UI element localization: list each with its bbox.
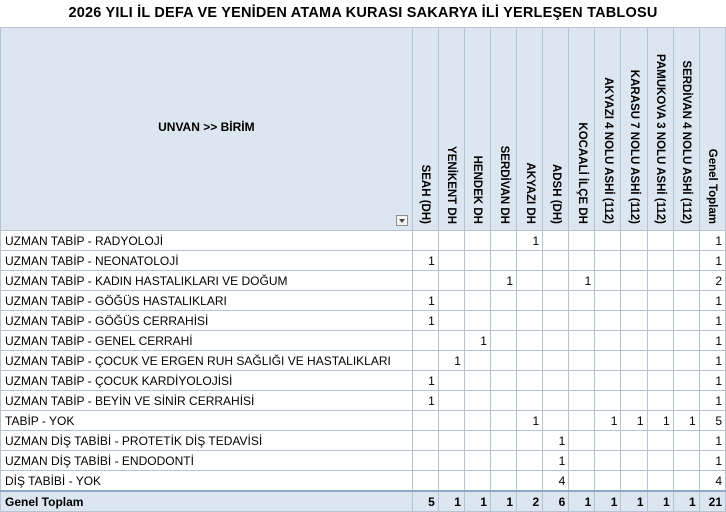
table-cell: 1 (464, 331, 490, 351)
column-header-4 (490, 28, 516, 231)
table-cell (569, 291, 595, 311)
table-cell (412, 471, 438, 492)
table-cell (438, 271, 464, 291)
table-cell: 1 (490, 271, 516, 291)
table-cell (517, 471, 543, 492)
table-cell (621, 451, 647, 471)
table-cell (464, 311, 490, 331)
table-cell (464, 411, 490, 431)
column-header-3 (464, 28, 490, 231)
column-header-5 (517, 28, 543, 231)
table-cell: 1 (647, 491, 673, 512)
table-cell (621, 351, 647, 371)
table-cell (621, 311, 647, 331)
table-cell: 1 (569, 491, 595, 512)
row-label: TABİP - YOK (1, 411, 413, 431)
row-label: UZMAN TABİP - KADIN HASTALIKLARI VE DOĞUM (1, 271, 413, 291)
table-cell (490, 391, 516, 411)
table-cell (647, 311, 673, 331)
column-header-label: KOCAALİ İLÇE DH (575, 122, 588, 224)
table-cell (438, 371, 464, 391)
table-cell (490, 251, 516, 271)
row-total-cell: 1 (699, 291, 725, 311)
table-cell (673, 311, 699, 331)
placement-table (0, 27, 726, 512)
table-cell (412, 351, 438, 371)
table-row (1, 371, 726, 391)
table-row (1, 411, 726, 431)
table-cell (647, 251, 673, 271)
row-label: UZMAN TABİP - GÖĞÜS CERRAHİSİ (1, 311, 413, 331)
row-total-cell: 1 (699, 391, 725, 411)
table-row (1, 331, 726, 351)
table-cell: 5 (412, 491, 438, 512)
table-cell: 1 (569, 271, 595, 291)
row-label: UZMAN DİŞ TABİBİ - PROTETİK DİŞ TEDAVİSİ (1, 431, 413, 451)
table-cell (595, 391, 621, 411)
table-cell (569, 311, 595, 331)
row-label: DİŞ TABİBİ - YOK (1, 471, 413, 492)
table-cell (490, 351, 516, 371)
table-cell (543, 391, 569, 411)
row-total-cell: 1 (699, 451, 725, 471)
table-cell (490, 231, 516, 251)
table-row (1, 351, 726, 371)
row-total-cell: 1 (699, 431, 725, 451)
table-cell (517, 431, 543, 451)
table-cell (464, 371, 490, 391)
table-cell: 1 (412, 251, 438, 271)
table-cell (464, 231, 490, 251)
table-cell (621, 271, 647, 291)
table-cell (412, 411, 438, 431)
table-cell (595, 451, 621, 471)
column-header-label: HENDEK DH (471, 155, 484, 224)
row-total-cell: 21 (699, 491, 725, 512)
row-total-cell: 2 (699, 271, 725, 291)
row-label: Genel Toplam (1, 491, 413, 512)
table-row (1, 471, 726, 492)
table-cell (543, 331, 569, 351)
table-cell (464, 431, 490, 451)
table-cell (412, 331, 438, 351)
table-cell (464, 271, 490, 291)
table-cell (569, 331, 595, 351)
table-cell (543, 251, 569, 271)
table-cell (647, 331, 673, 351)
table-cell (517, 391, 543, 411)
table-cell: 1 (673, 411, 699, 431)
unvan-header (1, 28, 413, 231)
table-cell: 1 (412, 291, 438, 311)
table-cell (490, 331, 516, 351)
table-cell (595, 351, 621, 371)
table-cell (569, 351, 595, 371)
table-cell (517, 351, 543, 371)
table-cell (464, 291, 490, 311)
column-header-label: Genel Toplam (706, 148, 719, 224)
table-cell (673, 391, 699, 411)
table-row (1, 391, 726, 411)
table-row (1, 451, 726, 471)
table-cell (595, 251, 621, 271)
table-cell (464, 451, 490, 471)
table-cell (569, 391, 595, 411)
table-cell (438, 471, 464, 492)
table-cell (464, 471, 490, 492)
column-header-12 (699, 28, 725, 231)
column-header-label: AKYAZI DH (523, 162, 536, 224)
table-cell (647, 351, 673, 371)
table-cell: 1 (412, 391, 438, 411)
table-cell (673, 331, 699, 351)
table-cell (543, 271, 569, 291)
row-label: UZMAN TABİP - NEONATOLOJİ (1, 251, 413, 271)
table-row (1, 311, 726, 331)
row-label: UZMAN TABİP - RADYOLOJİ (1, 231, 413, 251)
table-cell (647, 431, 673, 451)
table-cell (673, 431, 699, 451)
row-total-cell: 1 (699, 331, 725, 351)
unvan-header-label: UNVAN >> BİRİM (158, 120, 255, 134)
column-header-label: PAMUKOVA 3 NOLU ASHİ (112) (654, 54, 667, 224)
table-cell: 1 (490, 491, 516, 512)
column-header-label: SERDİVAN 4 NOLU ASHİ (112) (680, 60, 693, 224)
table-cell (517, 311, 543, 331)
table-cell (621, 391, 647, 411)
table-cell: 1 (412, 311, 438, 331)
table-cell (595, 311, 621, 331)
table-cell (543, 311, 569, 331)
row-label: UZMAN TABİP - ÇOCUK KARDİYOLOJİSİ (1, 371, 413, 391)
column-header-label: SEAH (DH) (419, 164, 432, 224)
table-cell: 1 (517, 411, 543, 431)
row-label: UZMAN TABİP - GENEL CERRAHİ (1, 331, 413, 351)
table-cell (412, 451, 438, 471)
table-row (1, 231, 726, 251)
table-cell: 1 (621, 491, 647, 512)
table-cell (517, 451, 543, 471)
table-cell (490, 371, 516, 391)
table-cell (647, 371, 673, 391)
table-cell (621, 471, 647, 492)
table-cell (543, 351, 569, 371)
table-row (1, 271, 726, 291)
column-header-2 (438, 28, 464, 231)
row-total-cell: 5 (699, 411, 725, 431)
table-cell (673, 291, 699, 311)
row-total-cell: 1 (699, 371, 725, 391)
table-cell: 1 (517, 231, 543, 251)
table-cell (595, 271, 621, 291)
table-cell: 1 (647, 411, 673, 431)
table-title: 2026 YILI İL DEFA VE YENİDEN ATAMA KURASI SAKARYA İLİ YERLEŞEN TABLOSU (68, 5, 658, 21)
table-cell (595, 431, 621, 451)
row-label: UZMAN DİŞ TABİBİ - ENDODONTİ (1, 451, 413, 471)
table-cell: 1 (543, 451, 569, 471)
table-row (1, 251, 726, 271)
row-total-cell: 1 (699, 231, 725, 251)
column-header-label: ADSH (DH) (549, 163, 562, 224)
table-cell: 1 (543, 431, 569, 451)
header-row (1, 28, 726, 231)
column-header-6 (543, 28, 569, 231)
table-cell (543, 371, 569, 391)
table-cell (673, 371, 699, 391)
table-cell (517, 271, 543, 291)
table-cell (621, 291, 647, 311)
table-cell (438, 291, 464, 311)
column-header-9 (621, 28, 647, 231)
table-cell (621, 231, 647, 251)
table-cell (673, 451, 699, 471)
row-total-cell: 4 (699, 471, 725, 492)
table-cell (543, 291, 569, 311)
table-cell: 2 (517, 491, 543, 512)
table-cell: 1 (621, 411, 647, 431)
table-cell: 1 (438, 491, 464, 512)
table-cell (647, 271, 673, 291)
table-cell (647, 451, 673, 471)
table-cell (569, 251, 595, 271)
filter-dropdown-icon[interactable] (396, 215, 408, 226)
table-cell (412, 231, 438, 251)
column-header-label: AKYAZI 4 NOLU ASHİ (112) (601, 77, 614, 224)
table-cell (438, 411, 464, 431)
table-cell (490, 291, 516, 311)
table-cell (595, 291, 621, 311)
column-header-label: YENİKENT DH (445, 146, 458, 224)
table-cell (595, 331, 621, 351)
table-cell (673, 351, 699, 371)
table-cell: 6 (543, 491, 569, 512)
table-cell: 1 (595, 491, 621, 512)
table-cell (412, 431, 438, 451)
table-cell: 1 (412, 371, 438, 391)
table-cell (647, 391, 673, 411)
table-cell: 1 (438, 351, 464, 371)
table-row (1, 291, 726, 311)
row-label: UZMAN TABİP - BEYİN VE SİNİR CERRAHİSİ (1, 391, 413, 411)
table-cell (621, 431, 647, 451)
table-cell (569, 231, 595, 251)
table-cell (595, 371, 621, 391)
row-total-cell: 1 (699, 251, 725, 271)
table-cell (517, 291, 543, 311)
table-cell (569, 371, 595, 391)
table-cell (621, 251, 647, 271)
table-cell (569, 451, 595, 471)
table-cell: 1 (464, 491, 490, 512)
table-cell (490, 411, 516, 431)
row-label: UZMAN TABİP - GÖĞÜS HASTALIKLARI (1, 291, 413, 311)
table-cell (621, 371, 647, 391)
table-cell (673, 251, 699, 271)
table-cell (490, 311, 516, 331)
table-cell (543, 231, 569, 251)
row-label: UZMAN TABİP - ÇOCUK VE ERGEN RUH SAĞLIĞI VE HASTALIKLARI (1, 351, 413, 371)
table-cell (464, 251, 490, 271)
table-cell (438, 391, 464, 411)
table-cell (438, 331, 464, 351)
table-cell: 1 (595, 411, 621, 431)
column-header-1 (412, 28, 438, 231)
table-cell (673, 471, 699, 492)
table-cell (490, 471, 516, 492)
table-cell (647, 471, 673, 492)
table-cell (438, 231, 464, 251)
table-cell (595, 471, 621, 492)
column-header-7 (569, 28, 595, 231)
column-header-label: SERDİVAN DH (497, 145, 510, 224)
table-cell (673, 271, 699, 291)
table-cell (595, 231, 621, 251)
table-cell (464, 351, 490, 371)
table-cell (621, 331, 647, 351)
table-cell (490, 431, 516, 451)
column-header-11 (673, 28, 699, 231)
table-cell (438, 311, 464, 331)
table-cell (647, 291, 673, 311)
table-cell (569, 411, 595, 431)
table-cell (543, 411, 569, 431)
table-cell (438, 451, 464, 471)
table-cell (517, 251, 543, 271)
table-cell (569, 431, 595, 451)
table-cell (412, 271, 438, 291)
grand-total-row (1, 491, 726, 512)
table-row (1, 431, 726, 451)
column-header-10 (647, 28, 673, 231)
table-cell (490, 451, 516, 471)
column-header-label: KARASU 7 NOLU ASHİ (112) (628, 69, 640, 224)
table-cell (517, 371, 543, 391)
table-cell (438, 251, 464, 271)
row-total-cell: 1 (699, 311, 725, 331)
row-total-cell: 1 (699, 351, 725, 371)
table-cell: 1 (673, 491, 699, 512)
table-cell (673, 231, 699, 251)
table-cell: 4 (543, 471, 569, 492)
table-cell (569, 471, 595, 492)
table-cell (438, 431, 464, 451)
table-cell (464, 391, 490, 411)
table-cell (517, 331, 543, 351)
column-header-8 (595, 28, 621, 231)
table-cell (647, 231, 673, 251)
